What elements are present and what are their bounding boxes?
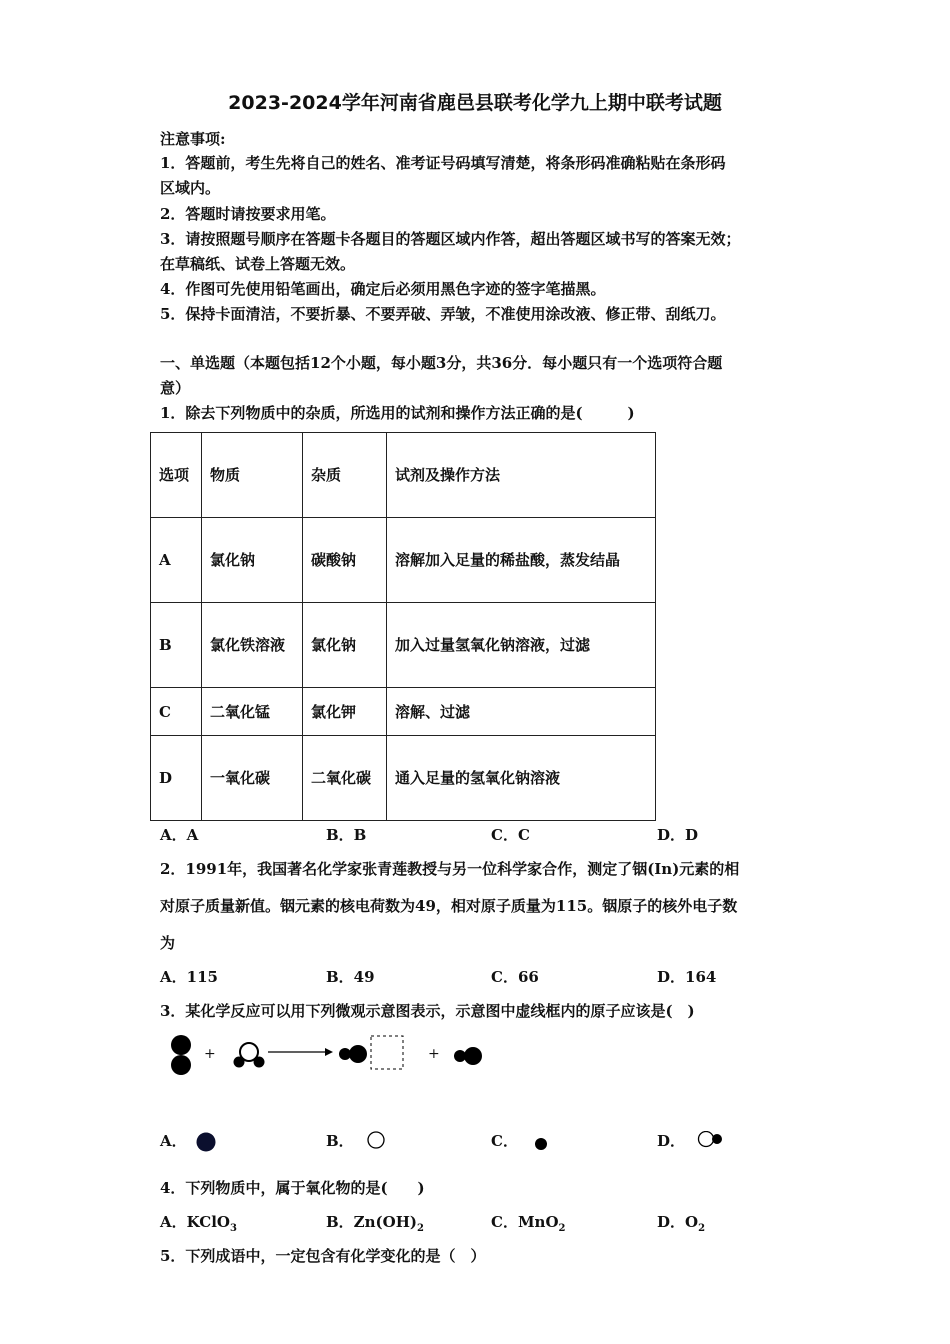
table-row xyxy=(151,736,656,821)
q4-option-d[interactable] xyxy=(657,1211,705,1234)
q3-option-c[interactable] xyxy=(491,1130,557,1153)
q3-option-a[interactable] xyxy=(160,1130,218,1153)
q3-stem: 3．某化学反应可以用下列微观示意图表示，示意图中虚线框内的原子应该是( ) xyxy=(160,1002,695,1020)
table-cell: 二氧化碳 xyxy=(303,736,387,821)
table-cell: 碳酸钠 xyxy=(303,518,387,603)
subscript: 2 xyxy=(558,1223,566,1234)
black-atom-icon xyxy=(171,1035,191,1055)
table-cell: D xyxy=(151,736,202,821)
table-row xyxy=(151,603,656,688)
table-header-cell: 杂质 xyxy=(303,433,387,518)
table-row xyxy=(151,518,656,603)
q3-option-d-label: D． xyxy=(657,1132,686,1150)
q2-option-c[interactable]: C．66 xyxy=(491,968,539,986)
arrow-head-icon xyxy=(325,1048,333,1056)
subscript: 3 xyxy=(229,1223,237,1234)
q4-option-d-label: D．O xyxy=(657,1213,699,1231)
section-heading-cont: 意） xyxy=(160,379,191,397)
table-cell: 溶解、过滤 xyxy=(387,688,656,736)
notice-line: 1．答题前，考生先将自己的姓名、准考证号码填写清楚，将条形码准确粘贴在条形码 xyxy=(160,154,726,172)
table-cell: 加入过量氢氧化钠溶液，过滤 xyxy=(387,603,656,688)
notice-line: 5．保持卡面清洁，不要折暴、不要弄破、弄皱，不准使用涂改液、修正带、刮纸刀。 xyxy=(160,305,726,323)
table-cell: 氯化铁溶液 xyxy=(202,603,303,688)
subscript: 2 xyxy=(416,1223,424,1234)
q1-table xyxy=(150,432,656,821)
table-cell: 氯化钠 xyxy=(303,603,387,688)
q2-stem-cont: 对原子质量新值。铟元素的核电荷数为49，相对原子质量为115。铟原子的核外电子数 xyxy=(160,897,738,915)
table-cell: 氯化钠 xyxy=(202,518,303,603)
black-atom-icon xyxy=(464,1047,482,1065)
table-cell: 一氧化碳 xyxy=(202,736,303,821)
table-cell: B xyxy=(151,603,202,688)
small-black-atom-icon xyxy=(254,1057,265,1068)
table-header-cell: 物质 xyxy=(202,433,303,518)
table-cell: 溶解加入足量的稀盐酸，蒸发结晶 xyxy=(387,518,656,603)
q3-option-b[interactable] xyxy=(326,1130,389,1153)
q1-option-b[interactable]: B．B xyxy=(326,826,367,844)
plus-sign: + xyxy=(428,1046,440,1062)
reaction-diagram xyxy=(162,1030,502,1082)
page-title: 2023-2024学年河南省鹿邑县联考化学九上期中联考试题 xyxy=(228,92,722,114)
q2-stem: 2．1991年，我国著名化学家张青莲教授与另一位科学家合作，测定了铟(In)元素的相 xyxy=(160,860,740,878)
q1-option-c[interactable]: C．C xyxy=(491,826,530,844)
table-cell: C xyxy=(151,688,202,736)
q1-option-d[interactable]: D．D xyxy=(657,826,699,844)
table-row xyxy=(151,688,656,736)
q2-option-b[interactable]: B．49 xyxy=(326,968,375,986)
q4-option-b-label: B．Zn(OH) xyxy=(326,1213,417,1231)
table-cell: 通入足量的氢氧化钠溶液 xyxy=(387,736,656,821)
q4-option-c[interactable] xyxy=(491,1211,565,1234)
black-atom-icon xyxy=(349,1045,367,1063)
notice-line: 在草稿纸、试卷上答题无效。 xyxy=(160,255,356,273)
subscript: 2 xyxy=(698,1223,706,1234)
q5-stem: 5．下列成语中，一定包含有化学变化的是（ ） xyxy=(160,1247,486,1265)
table-header-cell: 试剂及操作方法 xyxy=(387,433,656,518)
small-black-atom-icon xyxy=(234,1057,245,1068)
q1-stem: 1．除去下列物质中的杂质，所选用的试剂和操作方法正确的是( ) xyxy=(160,404,635,422)
table-cell: 二氧化锰 xyxy=(202,688,303,736)
white-black-molecule-icon xyxy=(696,1131,728,1153)
plus-sign: + xyxy=(204,1046,216,1062)
notice-line: 区域内。 xyxy=(160,179,221,197)
q2-stem-cont: 为 xyxy=(160,934,176,952)
small-black-atom-icon xyxy=(533,1131,557,1153)
notice-line: 4．作图可先使用铅笔画出，确定后必须用黑色字迹的签字笔描黑。 xyxy=(160,280,606,298)
table-header-cell: 选项 xyxy=(151,433,202,518)
q4-option-a-label: A．KClO xyxy=(160,1213,230,1231)
q4-option-a[interactable] xyxy=(160,1211,237,1234)
dark-navy-atom-icon xyxy=(194,1131,218,1153)
notice-line: 2．答题时请按要求用笔。 xyxy=(160,205,336,223)
q2-option-d[interactable]: D．164 xyxy=(657,968,717,986)
table-cell: 氯化钾 xyxy=(303,688,387,736)
black-atom-icon xyxy=(171,1055,191,1075)
q3-option-a-label: A． xyxy=(160,1132,187,1150)
section-heading: 一、单选题（本题包括12个小题，每小题3分，共36分．每小题只有一个选项符合题 xyxy=(160,354,723,372)
notice-heading: 注意事项: xyxy=(160,130,226,148)
q3-option-d[interactable] xyxy=(657,1130,728,1153)
dashed-box-icon xyxy=(371,1036,403,1069)
white-atom-icon xyxy=(365,1131,389,1153)
q3-option-b-label: B． xyxy=(326,1132,354,1150)
table-header-row xyxy=(151,433,656,518)
q4-option-b[interactable] xyxy=(326,1211,424,1234)
q1-option-a[interactable]: A．A xyxy=(160,826,199,844)
notice-line: 3．请按照题号顺序在答题卡各题目的答题区域内作答，超出答题区域书写的答案无效； xyxy=(160,230,741,248)
q2-option-a[interactable]: A．115 xyxy=(160,968,218,986)
q4-option-c-label: C．MnO xyxy=(491,1213,559,1231)
q3-option-c-label: C． xyxy=(491,1132,518,1150)
table-cell: A xyxy=(151,518,202,603)
q4-stem: 4．下列物质中，属于氧化物的是( ) xyxy=(160,1179,425,1197)
